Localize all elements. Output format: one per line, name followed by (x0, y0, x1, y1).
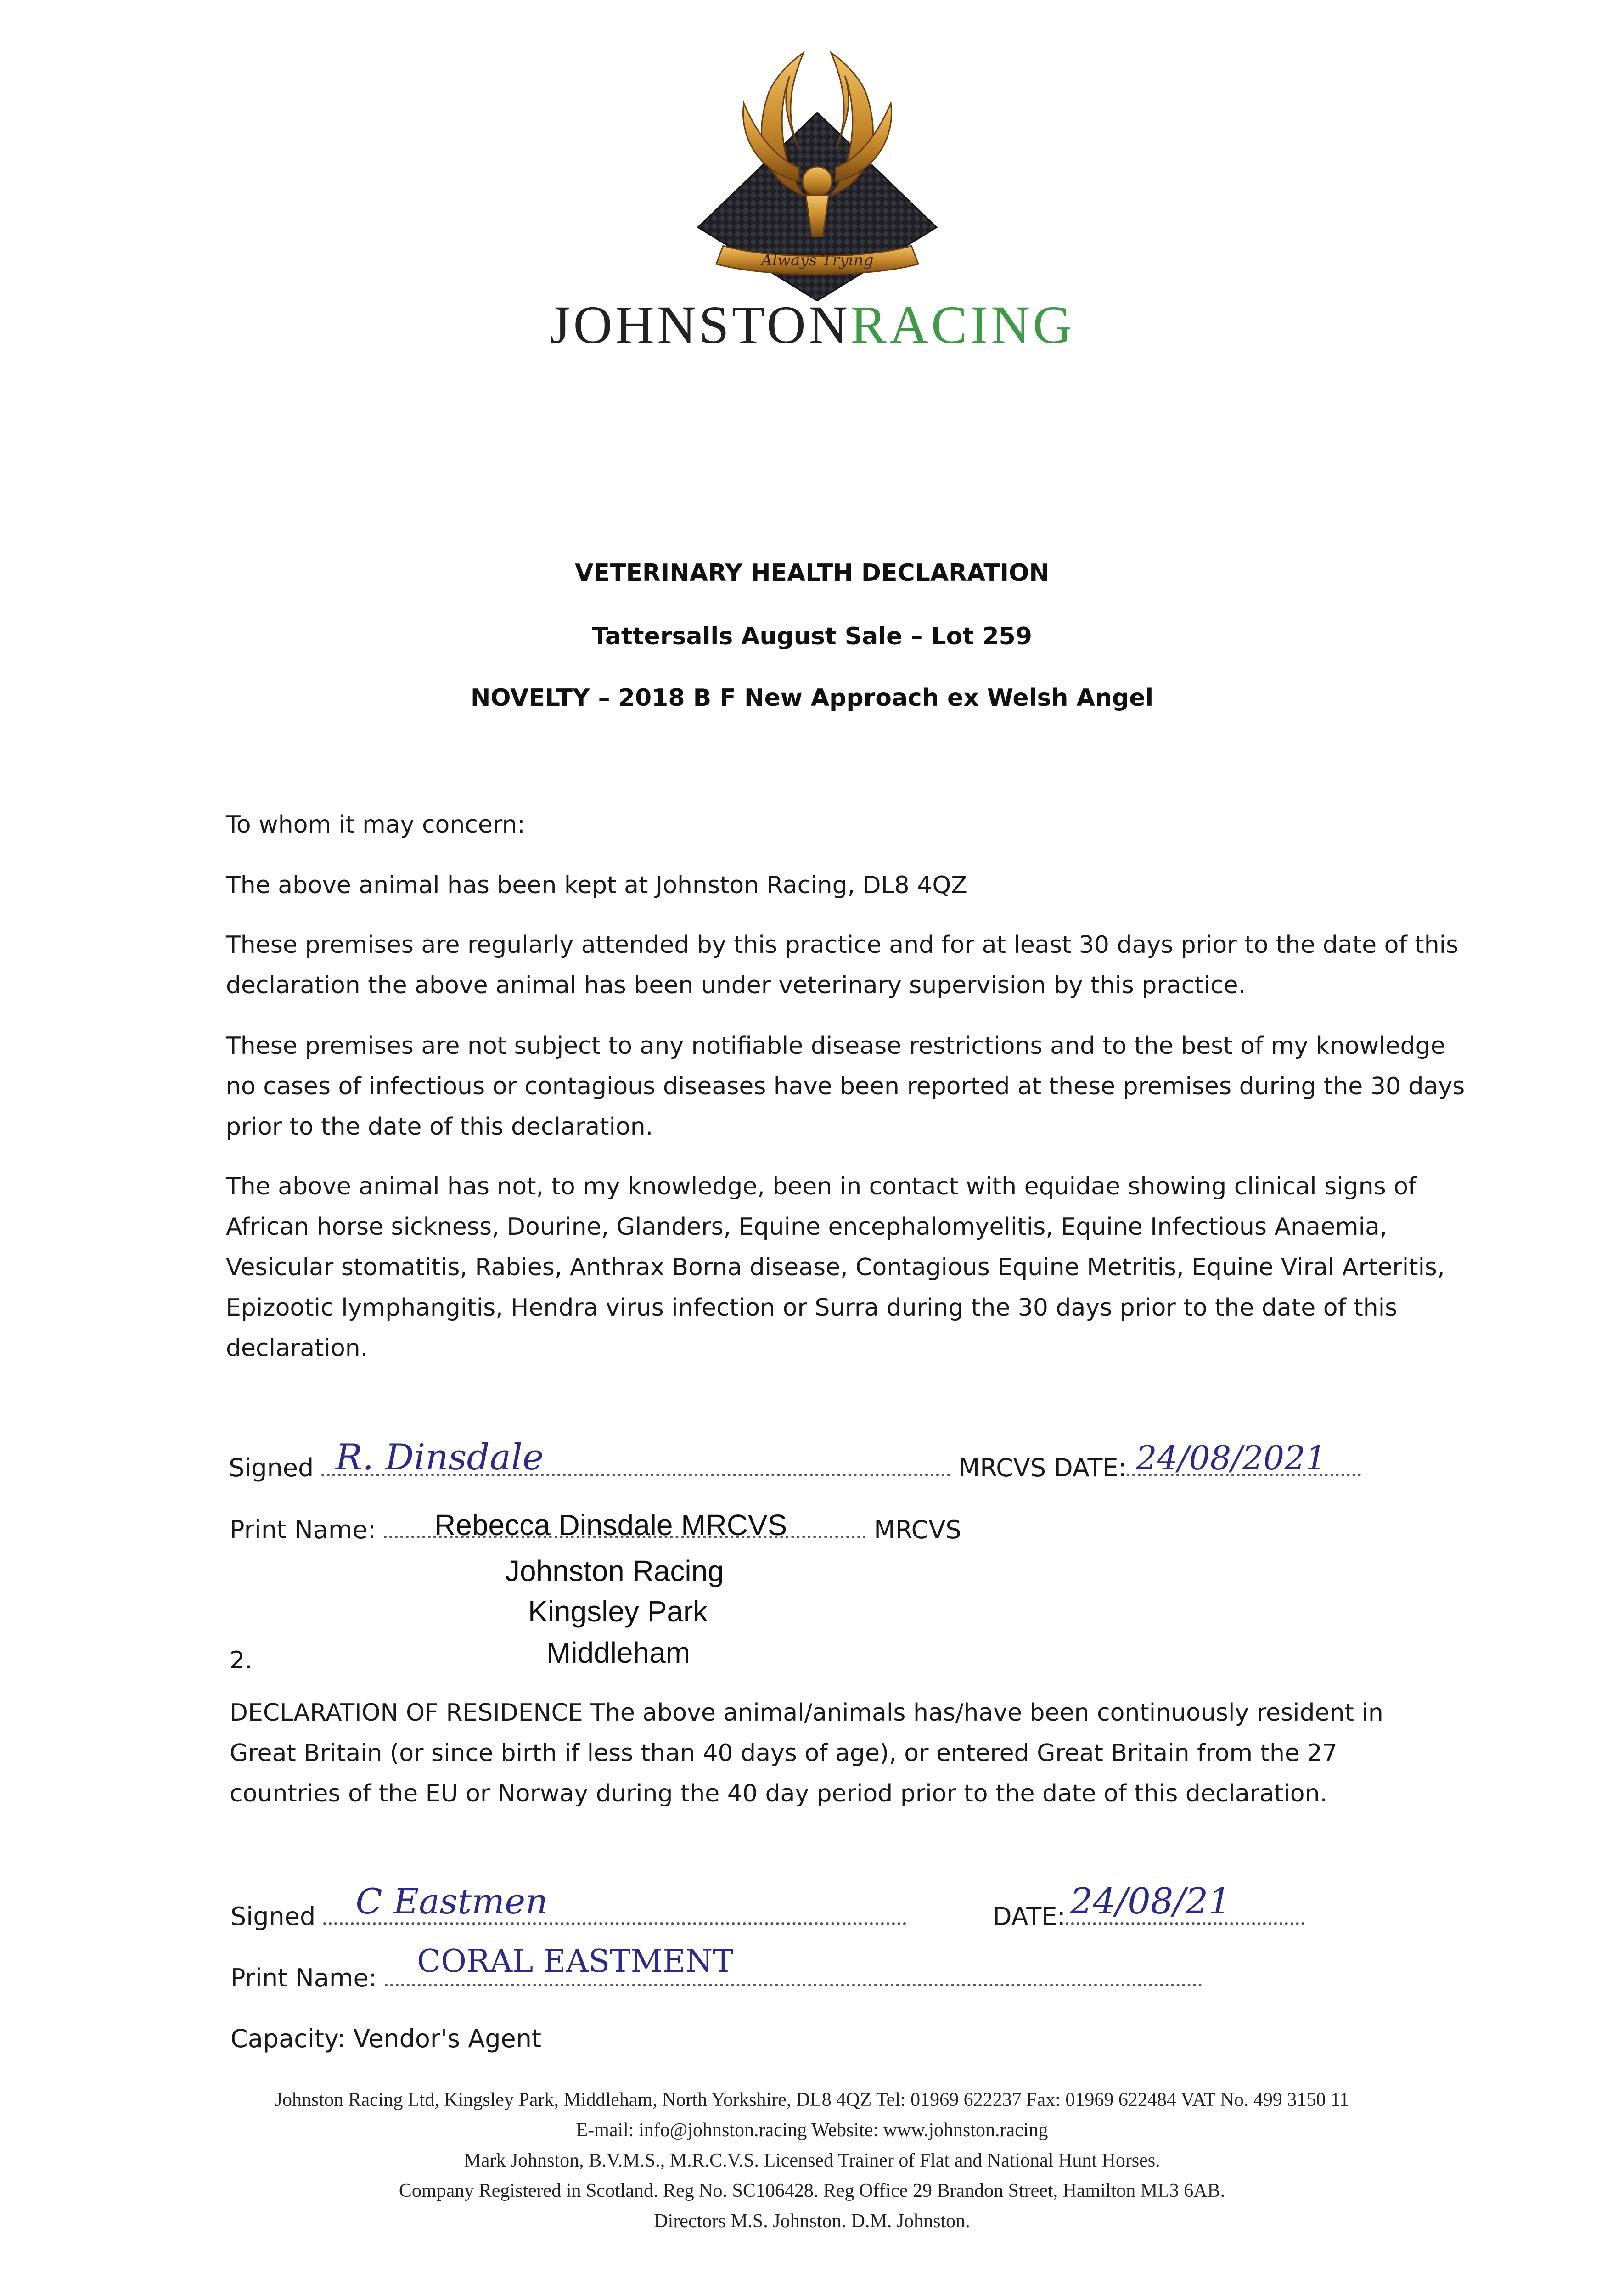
document-title: VETERINARY HEALTH DECLARATION (575, 559, 1049, 587)
agent-print-label: Print Name: (230, 1964, 377, 1992)
vet-signature-field (321, 1437, 950, 1478)
agent-signed-line (230, 1881, 906, 1931)
agent-print-field (385, 1943, 1202, 1986)
footer-line-contact: E-mail: info@johnston.racing Website: www.johnston.racing (576, 2120, 1048, 2141)
paragraph-contact: The above animal has not, to my knowledge, been in contact with equidae showing clinical signs of African horse sickness, Dourine, Glanders, Equine encephalomyelitis, Equine Infectious Anaemia, Vesicular stomatitis, Rabies, Anthrax Borna disease, Contagious Equine Metritis, Equine Viral Arteritis, Epizootic lymphangitis, Hendra virus infection or Surra during the 30 days prior to the date of this declaration. (226, 1173, 1445, 1362)
greeting: To whom it may concern: (226, 811, 525, 838)
footer-line-trainer: Mark Johnston, B.V.M.S., M.R.C.V.S. Licensed Trainer of Flat and National Hunt Horses. (464, 2150, 1160, 2171)
agent-print-value: CORAL EASTMENT (417, 1943, 734, 1980)
footer-line-company: Company Registered in Scotland. Reg No. SC106428. Reg Office 29 Brandon Street, Hamilton ML3 6AB. (399, 2180, 1225, 2201)
vet-address-line3: Middleham (546, 1636, 691, 1669)
agent-date-field (1066, 1881, 1304, 1925)
agent-date-label: DATE: (993, 1902, 1066, 1931)
brand-right: RACING (850, 295, 1075, 355)
footer-line-address: Johnston Racing Ltd, Kingsley Park, Middleham, North Yorkshire, DL8 4QZ Tel: 01969 622237 Fax: 01969 622484 VAT No. 499 3150 11 (275, 2089, 1349, 2110)
vet-date-value: 24/08/2021 (1135, 1439, 1326, 1477)
vet-signature: R. Dinsdale (335, 1437, 544, 1478)
agent-date-value: 24/08/21 (1070, 1881, 1231, 1922)
vet-print-value: Rebecca Dinsdale MRCVS (434, 1508, 787, 1542)
footer (0, 2085, 1624, 2236)
vet-signed-label: Signed (229, 1453, 314, 1482)
logo-motto: Always Trying (761, 251, 874, 270)
vet-address-line1: Johnston Racing (505, 1554, 724, 1587)
vet-date-label: DATE: (1054, 1453, 1127, 1482)
vet-print-line (230, 1508, 961, 1544)
vet-print-label: Print Name: (230, 1515, 376, 1544)
johnston-racing-logo (652, 44, 983, 301)
paragraph-kept: The above animal has been kept at Johnston Racing, DL8 4QZ (226, 872, 967, 899)
residence-number: 2. (230, 1647, 253, 1674)
vet-print-field (384, 1508, 866, 1542)
agent-date-line (993, 1881, 1304, 1931)
agent-signed-label: Signed (230, 1902, 316, 1931)
vet-print-suffix: MRCVS (874, 1515, 961, 1544)
brand-wordmark (0, 294, 1624, 356)
residence-declaration: DECLARATION OF RESIDENCE The above animal/animals has/have been continuously resident in Great Britain (or since birth if less than 40 days of age), or entered Great Britain from the 27 countries of the EU or Norway during the 40 day period prior to the date of this declaration. (230, 1699, 1383, 1807)
vet-signed-line (229, 1437, 1361, 1482)
vet-mrcvs-label: MRCVS (958, 1453, 1046, 1482)
vet-date-field (1127, 1439, 1361, 1477)
paragraph-restrictions: These premises are not subject to any notifiable disease restrictions and to the best of my knowledge no cases of infectious or contagious diseases have been reported at these premises during the 30 days prior to the date of this declaration. (226, 1032, 1465, 1141)
footer-line-directors: Directors M.S. Johnston. D.M. Johnston. (654, 2211, 970, 2232)
agent-print-line (230, 1943, 1202, 1992)
horse-title: NOVELTY – 2018 B F New Approach ex Welsh Angel (470, 684, 1154, 712)
agent-signature: C Eastmen (355, 1881, 548, 1922)
agent-capacity: Capacity: Vendor's Agent (230, 2024, 542, 2053)
paragraph-supervision: These premises are regularly attended by this practice and for at least 30 days prior to the date of this declaration the above animal has been under veterinary supervision by this practice. (226, 931, 1459, 999)
vet-address-line2: Kingsley Park (528, 1595, 708, 1628)
sale-title: Tattersalls August Sale – Lot 259 (592, 623, 1032, 650)
brand-left: JOHNSTON (549, 295, 851, 355)
agent-signature-field (323, 1881, 906, 1925)
